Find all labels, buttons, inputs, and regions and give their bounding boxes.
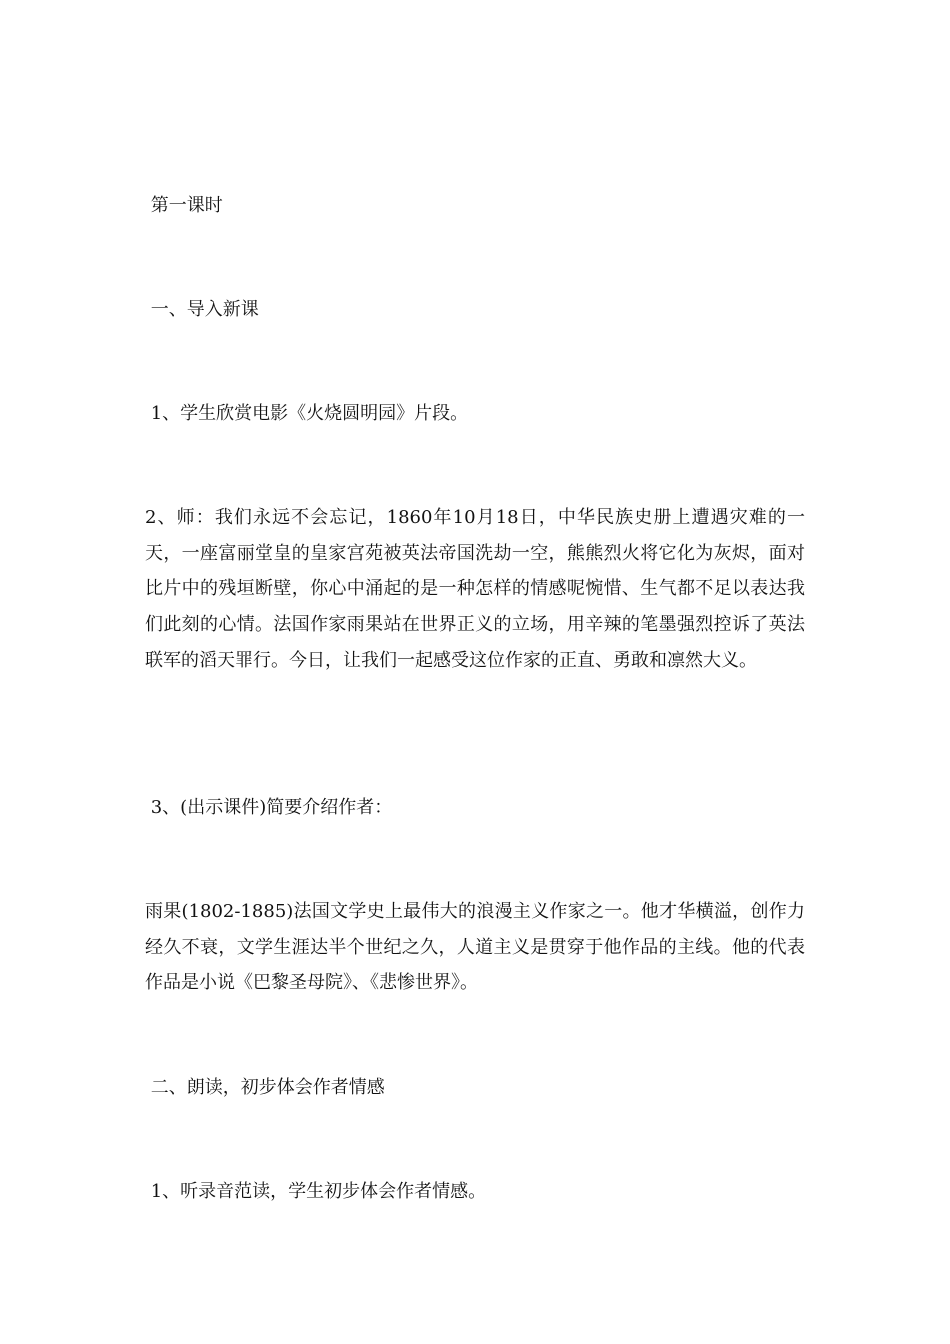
section-title-reading: 二、朗读，初步体会作者情感 bbox=[145, 1077, 385, 1098]
author-intro-paragraph: 雨果(1802-1885)法国文学史上最伟大的浪漫主义作家之一。他才华横溢，创作力经久不衰，文学生涯达半个世纪之久，人道主义是贯穿于他作品的主线。他的代表作品是小说《巴黎圣母院》、《悲惨世界》。 bbox=[145, 901, 805, 994]
section-title-intro: 一、导入新课 bbox=[145, 299, 259, 320]
lesson-heading: 第一课时 bbox=[145, 195, 223, 216]
paragraph-item-2: 2、师：我们永远不会忘记，1860年10月18日，中华民族史册上遭遇灾难的一天，一座富丽堂皇的皇家宫苑被英法帝国洗劫一空，熊熊烈火将它化为灰烬，面对比片中的残垣断壁，你心中涌起的是一种怎样的情感呢惋惜、生气都不足以表达我们此刻的心情。法国作家雨果站在世界正义的立场，用辛辣的笔墨强烈控诉了英法联军的滔天罪行。今日，让我们一起感受这位作家的正直、勇敢和凛然大义。 bbox=[145, 507, 805, 671]
paragraph-item-1: 1、学生欣赏电影《火烧圆明园》片段。 bbox=[145, 403, 469, 424]
paragraph-section2-item-1: 1、听录音范读，学生初步体会作者情感。 bbox=[145, 1181, 487, 1202]
paragraph-item-3: 3、(出示课件)简要介绍作者： bbox=[145, 797, 393, 818]
